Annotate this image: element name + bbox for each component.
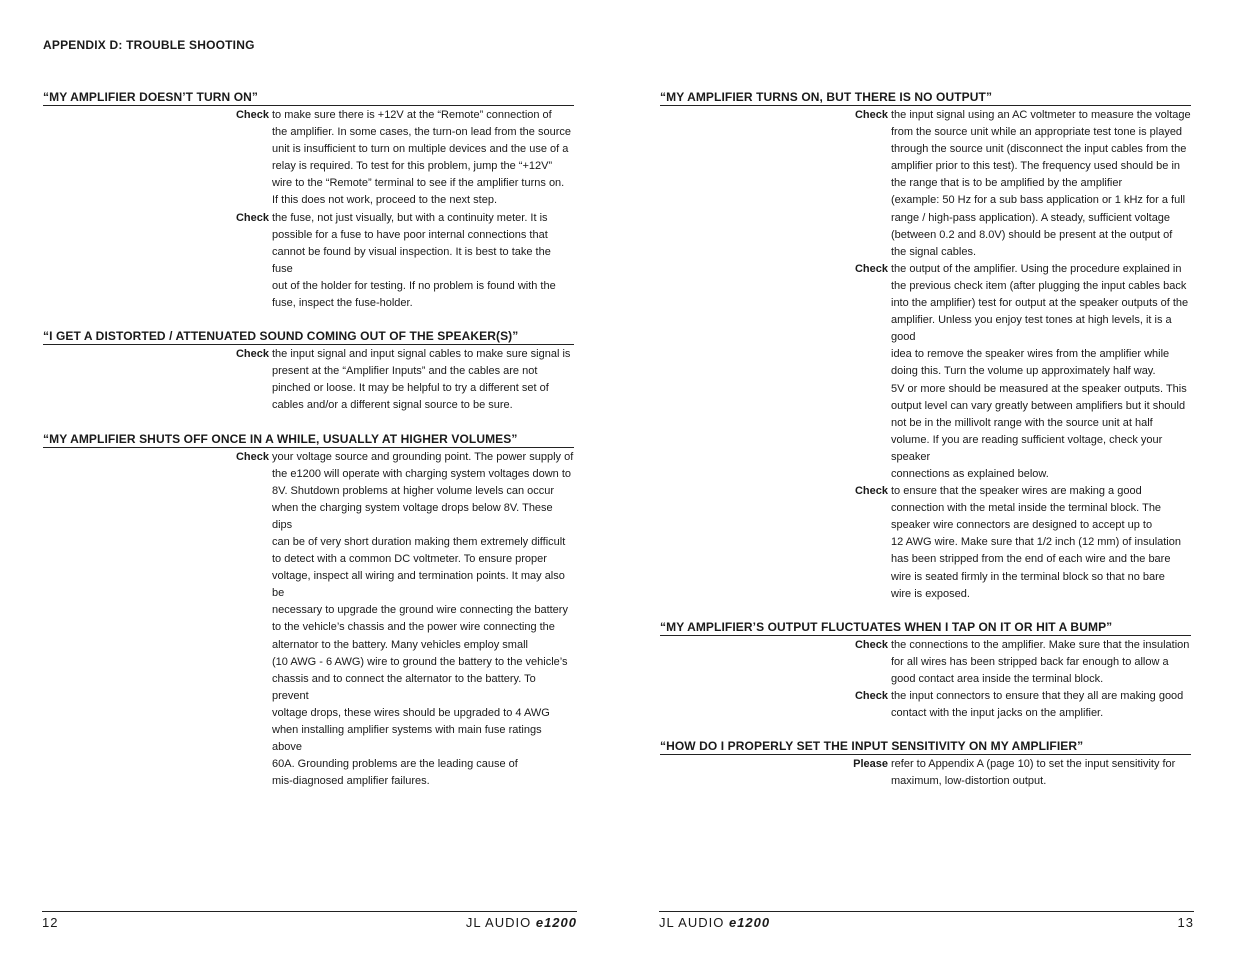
footer-brand-right [659,915,770,930]
text-line: output level can vary greatly between amplifiers but it should [891,399,1186,412]
text-line: the output of the amplifier. Using the procedure explained in [891,262,1182,275]
section-title: “I GET A DISTORTED / ATTENUATED SOUND COMING OUT OF THE SPEAKER(S)” [43,329,574,345]
text-line: (between 0.2 and 8.0V) should be present at the output of [891,228,1173,241]
text-line: the range that is to be amplified by the amplifier [891,177,1123,190]
text-line: 12 AWG wire. Make sure that 1/2 inch (12 mm) of insulation [891,536,1181,549]
text-line: pinched or loose. It may be helpful to try a different set of [272,382,549,395]
text-line: doing this. Turn the volume up approximately half way. [891,365,1156,378]
text-line: 5V or more should be measured at the speaker outputs. This [891,382,1187,395]
section-title: “MY AMPLIFIER’S OUTPUT FLUCTUATES WHEN I TAP ON IT OR HIT A BUMP” [660,620,1191,636]
text-line: chassis and to connect the alternator to the battery. To prevent [272,672,536,702]
troubleshooting-section [660,739,1193,790]
footer-left [42,911,577,930]
check-label: Check [854,109,888,121]
text-line: wire is exposed. [891,587,970,600]
page-number-left: 12 [42,915,59,930]
check-item [43,346,576,414]
text-line: cannot be found by visual inspection. It is best to take the fuse [272,245,551,275]
text-line: possible for a fuse to have poor internal connections that [272,228,548,241]
text-line: to the vehicle’s chassis and the power wire connecting the [272,621,555,634]
text-line: amplifier. Unless you enjoy test tones at high levels, it is a good [891,314,1172,344]
brand-name: JL AUDIO [465,915,532,930]
text-line: 60A. Grounding problems are the leading cause of [272,758,518,771]
text-line: to ensure that the speaker wires are making a good [891,485,1142,498]
check-label: Check [235,109,269,121]
text-line: into the amplifier) test for output at the speaker outputs of the [891,297,1189,310]
section-title: “MY AMPLIFIER DOESN’T TURN ON” [43,90,574,106]
right-column [660,90,1193,807]
text-line: wire to the “Remote” terminal to see if the amplifier turns on. [272,177,565,190]
text-line: to detect with a common DC voltmeter. To ensure proper [272,553,547,566]
text-line: has been stripped from the end of each wire and the bare [891,553,1171,566]
check-item [660,688,1193,722]
page-number-right: 13 [1177,915,1194,930]
text-line: (10 AWG - 6 AWG) wire to ground the battery to the vehicle’s [272,655,568,668]
text-line: the e1200 will operate with charging system voltages down to [272,467,572,480]
check-label: Check [854,638,888,651]
text-line: If this does not work, proceed to the next step. [272,194,498,207]
check-label: Check [854,690,888,702]
text-line: mis-diagnosed amplifier failures. [272,775,430,788]
check-text [891,261,1193,483]
troubleshooting-section [660,620,1193,722]
text-line: your voltage source and grounding point. The power supply of [272,450,574,463]
text-line: relay is required. To test for this problem, jump the “+12V” [272,160,553,173]
text-line: present at the “Amplifier Inputs” and the cables are not [272,365,538,378]
text-line: the input signal and input signal cables to make sure signal is [272,348,571,361]
check-item [43,210,576,313]
check-label: Check [235,450,269,463]
section-title: “HOW DO I PROPERLY SET THE INPUT SENSITIVITY ON MY AMPLIFIER” [660,739,1191,755]
text-line: the input connectors to ensure that they all are making good [891,690,1184,702]
troubleshooting-section [43,432,576,791]
check-item [660,107,1193,261]
check-text [891,688,1193,722]
text-line: out of the holder for testing. If no problem is found with the [272,279,556,292]
text-line: connection with the metal inside the terminal block. The [891,502,1162,515]
model-name: e1200 [535,915,577,930]
text-line: the connections to the amplifier. Make sure that the insulation [891,638,1190,651]
text-line: when the charging system voltage drops below 8V. These dips [272,501,553,531]
check-item [660,483,1193,603]
text-line: amplifier prior to this test). The frequency used should be in [891,160,1181,173]
text-line: can be of very short duration making them extremely difficult [272,535,566,548]
text-line: to make sure there is +12V at the “Remote” connection of [272,109,552,121]
text-line: through the source unit (disconnect the input cables from the [891,143,1187,156]
text-line: good contact area inside the terminal block. [891,672,1104,685]
left-column [43,90,576,807]
text-line: for all wires has been stripped back far enough to allow a [891,655,1169,668]
text-line: when installing amplifier systems with main fuse ratings above [272,724,542,754]
footer-brand-left [466,915,577,930]
brand-name: JL AUDIO [659,915,725,930]
text-line: the amplifier. In some cases, the turn-on lead from the source [272,126,571,139]
check-text [272,346,574,414]
troubleshooting-section [43,329,576,414]
model-name: e1200 [728,915,771,930]
text-line: maximum, low-distortion output. [891,775,1047,788]
text-line: alternator to the battery. Many vehicles employ small [272,638,528,651]
text-line: the fuse, not just visually, but with a continuity meter. It is [272,211,548,224]
page-header: APPENDIX D: TROUBLE SHOOTING [43,38,255,52]
check-text [891,637,1193,688]
check-label: Check [235,211,269,224]
text-line: fuse, inspect the fuse-holder. [272,297,413,310]
text-line: refer to Appendix A (page 10) to set the input sensitivity for [891,758,1176,771]
text-line: speaker wire connectors are designed to accept up to [891,519,1153,532]
check-label: Check [235,348,269,361]
text-line: contact with the input jacks on the amplifier. [891,707,1104,720]
check-label: Check [854,485,888,498]
check-text [272,107,574,210]
text-line: idea to remove the speaker wires from the amplifier while [891,348,1170,361]
check-text [891,107,1193,261]
section-title: “MY AMPLIFIER SHUTS OFF ONCE IN A WHILE, USUALLY AT HIGHER VOLUMES” [43,432,574,448]
text-line: voltage drops, these wires should be upgraded to 4 AWG [272,706,550,719]
text-line: range / high-pass application). A steady, sufficient voltage [891,211,1171,224]
text-line: the signal cables. [891,245,976,258]
text-line: necessary to upgrade the ground wire connecting the battery [272,604,568,617]
text-line: unit is insufficient to turn on multiple devices and the use of a [272,143,569,156]
check-item [43,449,576,791]
check-text [891,756,1193,790]
text-line: from the source unit while an appropriate test tone is played [891,126,1183,139]
check-text [272,210,574,313]
check-item [660,637,1193,688]
check-text [891,483,1193,603]
text-line: 8V. Shutdown problems at higher volume levels can occur [272,484,555,497]
check-label: Please [853,758,888,771]
text-line: the previous check item (after plugging the input cables back [891,279,1187,292]
text-line: volume. If you are reading sufficient voltage, check your speaker [891,433,1163,463]
check-item [660,261,1193,483]
text-line: not be in the millivolt range with the source unit at half [891,416,1153,429]
text-line: the input signal using an AC voltmeter to measure the voltage [891,109,1191,121]
text-line: (example: 50 Hz for a sub bass application or 1 kHz for a full [891,194,1186,207]
footer-right [659,911,1194,930]
check-label: Check [854,262,888,275]
text-line: cables and/or a different signal source to be sure. [272,399,513,412]
text-line: wire is seated firmly in the terminal block so that no bare [891,570,1165,583]
text-line: connections as explained below. [891,467,1049,480]
check-item [43,107,576,210]
check-text [272,449,574,791]
troubleshooting-section [43,90,576,312]
troubleshooting-section [660,90,1193,603]
section-title: “MY AMPLIFIER TURNS ON, BUT THERE IS NO OUTPUT” [660,90,1191,106]
check-item [660,756,1193,790]
text-line: voltage, inspect all wiring and termination points. It may also be [272,570,565,600]
